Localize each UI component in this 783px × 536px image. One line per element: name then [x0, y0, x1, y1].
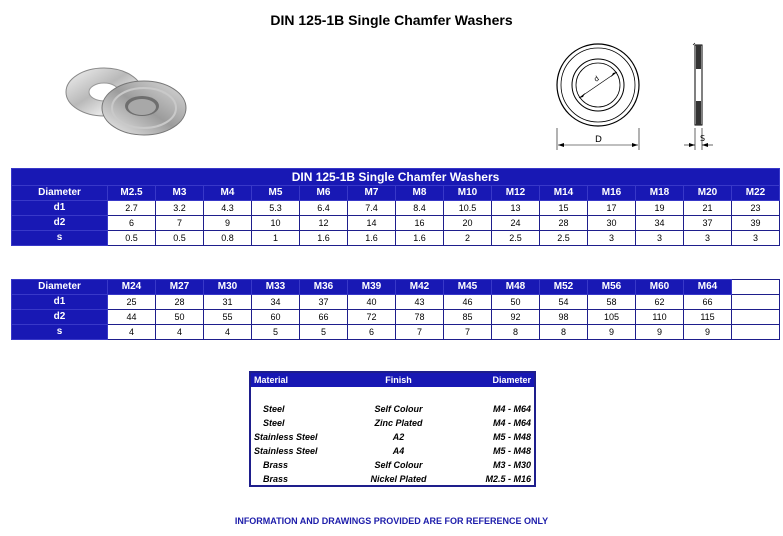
material-cell: Steel	[263, 418, 285, 428]
table-cell: 31	[204, 295, 252, 310]
table-cell: 40	[348, 295, 396, 310]
table-cell: 1	[252, 231, 300, 246]
table-cell: 5	[252, 325, 300, 340]
table-cell: 0.5	[156, 231, 204, 246]
table-cell: 50	[492, 295, 540, 310]
table-cell: 9	[204, 216, 252, 231]
table-cell: 19	[636, 201, 684, 216]
table-cell: 6	[108, 216, 156, 231]
column-header: M60	[636, 280, 684, 295]
diameter-cell: M4 - M64	[492, 404, 531, 414]
table-header-row	[250, 372, 535, 387]
disclaimer-text: INFORMATION AND DRAWINGS PROVIDED ARE FOR REFERENCE ONLY	[234, 516, 549, 526]
table-cell: 7	[396, 325, 444, 340]
column-header: M10	[444, 186, 492, 201]
table-cell: 110	[636, 310, 684, 325]
table-cell: 14	[348, 216, 396, 231]
table-cell: 21	[684, 201, 732, 216]
table-cell: 9	[636, 325, 684, 340]
column-header: M56	[588, 280, 636, 295]
column-header: Diameter	[455, 372, 535, 387]
table-cell: 60	[252, 310, 300, 325]
table-row	[12, 295, 780, 310]
row-label: Diameter	[12, 186, 108, 201]
material-cell: Stainless Steel	[254, 432, 318, 442]
material-cell: Stainless Steel	[254, 446, 318, 456]
table-cell: 28	[540, 216, 588, 231]
column-header: M20	[684, 186, 732, 201]
washer-technical-drawing	[548, 40, 728, 152]
diameter-cell: M5 - M48	[492, 446, 531, 456]
table-cell: 2.5	[492, 231, 540, 246]
table-cell: 25	[108, 295, 156, 310]
table-cell: 72	[348, 310, 396, 325]
column-header: Finish	[342, 372, 455, 387]
column-header: M3	[156, 186, 204, 201]
column-header: M64	[684, 280, 732, 295]
column-header: Material	[250, 372, 342, 387]
finish-cell: A2	[392, 432, 405, 442]
table-cell: 3	[588, 231, 636, 246]
table-cell: 43	[396, 295, 444, 310]
column-header: M2.5	[108, 186, 156, 201]
column-header: M52	[540, 280, 588, 295]
table-row	[12, 201, 780, 216]
table-cell: 50	[156, 310, 204, 325]
table-cell: 85	[444, 310, 492, 325]
spacer-cell	[250, 387, 535, 402]
table-cell: 37	[300, 295, 348, 310]
table-cell: 115	[684, 310, 732, 325]
table-cell: 9	[588, 325, 636, 340]
table-cell: 46	[444, 295, 492, 310]
table-cell: 66	[300, 310, 348, 325]
row-label: d1	[12, 201, 108, 216]
table-cell: 16	[396, 216, 444, 231]
table-cell: 62	[636, 295, 684, 310]
table-cell: 5.3	[252, 201, 300, 216]
row-label: d1	[12, 295, 108, 310]
table-cell: 78	[396, 310, 444, 325]
table-cell: 4	[204, 325, 252, 340]
table-header-row	[12, 186, 780, 201]
table-cell: 17	[588, 201, 636, 216]
table-cell: 12	[300, 216, 348, 231]
table-cell: 15	[540, 201, 588, 216]
table-row	[12, 325, 780, 340]
table-cell: 54	[540, 295, 588, 310]
table-row	[250, 430, 535, 444]
diameter-cell: M3 - M30	[492, 460, 531, 470]
material-cell: Brass	[263, 460, 289, 470]
column-header: M33	[252, 280, 300, 295]
table-cell: 8	[492, 325, 540, 340]
diameter-cell: M2.5 - M16	[485, 473, 531, 484]
table-cell: 4.3	[204, 201, 252, 216]
empty-cell	[732, 295, 780, 310]
thickness-s-label: S	[700, 134, 706, 143]
table-cell: 1.6	[348, 231, 396, 246]
table-row	[250, 402, 535, 416]
table-cell: 20	[444, 216, 492, 231]
table-cell: 3	[684, 231, 732, 246]
table-row	[250, 458, 535, 472]
table-cell: 0.5	[108, 231, 156, 246]
row-label: s	[12, 231, 108, 246]
empty-cell	[732, 325, 780, 340]
empty-cell	[732, 280, 780, 295]
table-cell: 13	[492, 201, 540, 216]
svg-text:d: d	[592, 74, 601, 84]
table-cell: 5	[300, 325, 348, 340]
table-row	[250, 416, 535, 430]
table-cell: 30	[588, 216, 636, 231]
column-header: M7	[348, 186, 396, 201]
dimensions-table-1	[11, 168, 780, 246]
table-cell: 92	[492, 310, 540, 325]
column-header: M12	[492, 186, 540, 201]
table-cell: 44	[108, 310, 156, 325]
column-header: M39	[348, 280, 396, 295]
column-header: M24	[108, 280, 156, 295]
table-row	[12, 216, 780, 231]
table-cell: 0.8	[204, 231, 252, 246]
column-header: M16	[588, 186, 636, 201]
table-cell: 10	[252, 216, 300, 231]
diameter-cell: M4 - M64	[492, 418, 531, 428]
finish-cell: A4	[392, 446, 405, 456]
column-header: M42	[396, 280, 444, 295]
table-cell: 10.5	[444, 201, 492, 216]
table-cell: 37	[684, 216, 732, 231]
table-cell: 23	[732, 201, 780, 216]
table-cell: 55	[204, 310, 252, 325]
material-finish-table	[249, 371, 536, 487]
table-cell: 8.4	[396, 201, 444, 216]
table-row	[12, 231, 780, 246]
table-cell: 1.6	[300, 231, 348, 246]
column-header: M27	[156, 280, 204, 295]
finish-cell: Self Colour	[374, 404, 423, 414]
table-cell: 98	[540, 310, 588, 325]
column-header: M4	[204, 186, 252, 201]
table-row	[12, 310, 780, 325]
table-cell: 2	[444, 231, 492, 246]
finish-cell: Nickel Plated	[370, 473, 427, 484]
table-cell: 105	[588, 310, 636, 325]
row-label: d2	[12, 216, 108, 231]
table-cell: 6	[348, 325, 396, 340]
dimensions-table-2	[11, 279, 780, 340]
table-cell: 1.6	[396, 231, 444, 246]
column-header: M22	[732, 186, 780, 201]
empty-cell	[732, 310, 780, 325]
table-cell: 7	[444, 325, 492, 340]
column-header: M45	[444, 280, 492, 295]
table-cell: 66	[684, 295, 732, 310]
page-title: DIN 125-1B Single Chamfer Washers	[270, 12, 513, 28]
washer-side-view	[684, 43, 713, 150]
table-cell: 4	[156, 325, 204, 340]
column-header: M5	[252, 186, 300, 201]
table-cell: 7.4	[348, 201, 396, 216]
material-cell: Brass	[263, 473, 289, 484]
row-label: Diameter	[12, 280, 108, 295]
table-row	[250, 444, 535, 458]
column-header: M48	[492, 280, 540, 295]
row-label: s	[12, 325, 108, 340]
table-cell: 2.5	[540, 231, 588, 246]
spacer-row	[250, 387, 535, 402]
row-label: d2	[12, 310, 108, 325]
column-header: M8	[396, 186, 444, 201]
material-cell: Steel	[263, 404, 285, 414]
table-cell: 58	[588, 295, 636, 310]
table-cell: 6.4	[300, 201, 348, 216]
table-cell: 39	[732, 216, 780, 231]
diameter-cell: M5 - M48	[492, 432, 531, 442]
table-cell: 2.7	[108, 201, 156, 216]
table-row	[250, 472, 535, 486]
finish-cell: Zinc Plated	[374, 418, 423, 428]
diameter-d-label: D	[595, 135, 602, 145]
table-header-row	[12, 280, 780, 295]
column-header: M6	[300, 186, 348, 201]
column-header: M18	[636, 186, 684, 201]
table-cell: 4	[108, 325, 156, 340]
table-cell: 34	[252, 295, 300, 310]
table-cell: 3	[732, 231, 780, 246]
table-cell: 34	[636, 216, 684, 231]
table-cell: 9	[684, 325, 732, 340]
table-cell: 8	[540, 325, 588, 340]
table-title: DIN 125-1B Single Chamfer Washers	[12, 169, 780, 186]
table-cell: 7	[156, 216, 204, 231]
column-header: M30	[204, 280, 252, 295]
finish-cell: Self Colour	[374, 460, 423, 470]
table-cell: 28	[156, 295, 204, 310]
washer-photo-image	[62, 56, 192, 142]
column-header: M14	[540, 186, 588, 201]
table-cell: 3.2	[156, 201, 204, 216]
table-cell: 24	[492, 216, 540, 231]
column-header: M36	[300, 280, 348, 295]
table-cell: 3	[636, 231, 684, 246]
